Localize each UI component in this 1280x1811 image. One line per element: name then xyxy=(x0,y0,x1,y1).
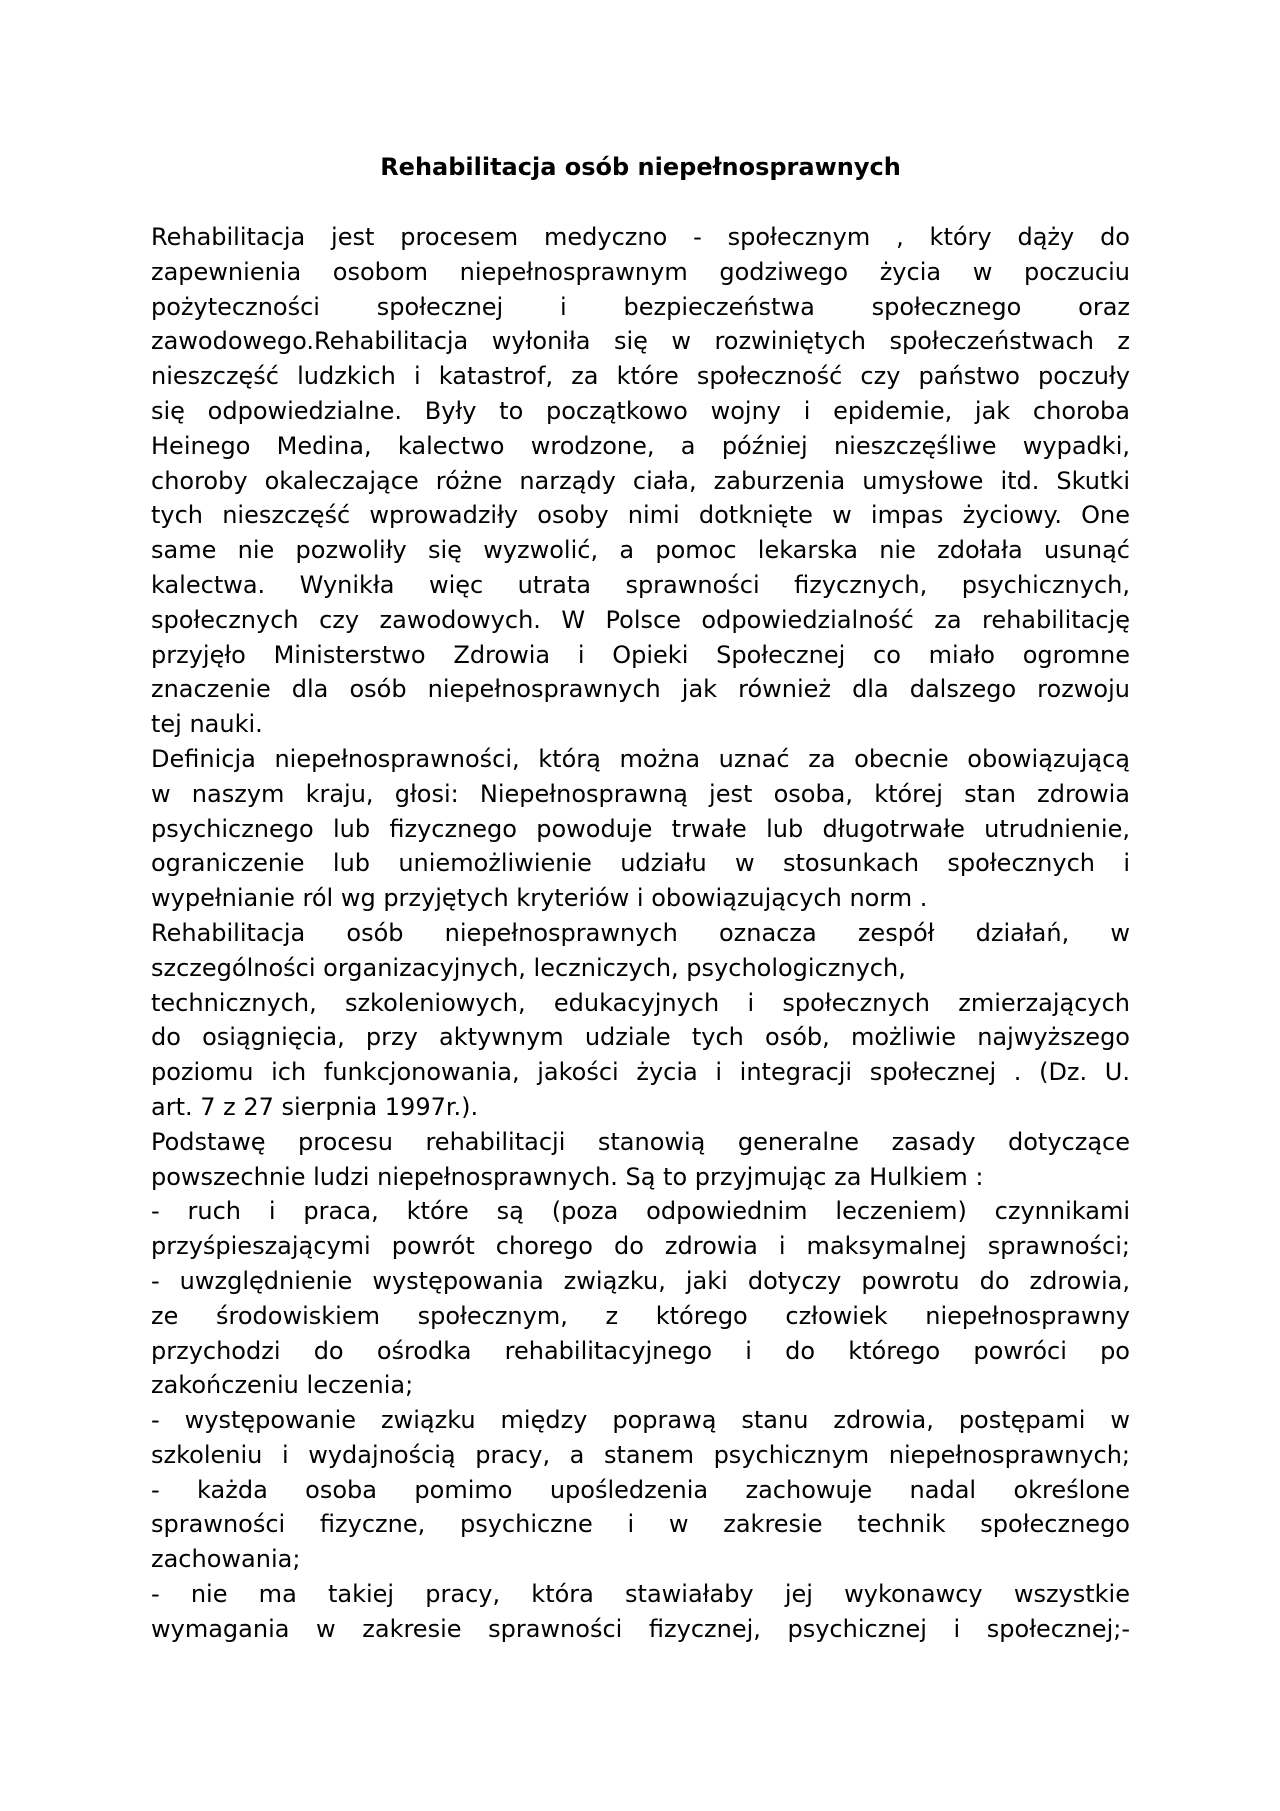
body-text-line: - uwzględnienie występowania związku, jaki dotyczy powrotu do zdrowia, xyxy=(151,1266,1130,1295)
body-text-line: zachowania; xyxy=(151,1545,301,1574)
body-text-line: szkoleniu i wydajnością pracy, a stanem psychicznym niepełnosprawnych; xyxy=(151,1440,1130,1469)
body-text-line: powszechnie ludzi niepełnosprawnych. Są to przyjmując za Hulkiem : xyxy=(151,1162,984,1191)
body-text-line: choroby okaleczające różne narządy ciała, zaburzenia umysłowe itd. Skutki xyxy=(151,466,1130,495)
body-text-line: - każda osoba pomimo upośledzenia zachowuje nadal określone xyxy=(151,1475,1130,1504)
body-text-line: nieszczęść ludzkich i katastrof, za które społeczność czy państwo poczuły xyxy=(151,362,1130,391)
body-text-line: w naszym kraju, głosi: Niepełnosprawną jest osoba, której stan zdrowia xyxy=(151,779,1130,808)
body-text-line: sprawności fizyczne, psychiczne i w zakresie technik społecznego xyxy=(151,1510,1130,1539)
body-text-line: poziomu ich funkcjonowania, jakości życia i integracji społecznej . (Dz. U. xyxy=(151,1058,1130,1087)
body-text-line: wypełnianie ról wg przyjętych kryteriów i obowiązujących norm . xyxy=(151,884,928,913)
body-text-line: kalectwa. Wynikła więc utrata sprawności fizycznych, psychicznych, xyxy=(151,570,1130,599)
body-text-line: szczególności organizacyjnych, leczniczych, psychologicznych, xyxy=(151,953,906,982)
body-text-line: - ruch i praca, które są (poza odpowiednim leczeniem) czynnikami xyxy=(151,1197,1130,1226)
body-text-line: Podstawę procesu rehabilitacji stanowią generalne zasady dotyczące xyxy=(151,1127,1130,1156)
body-text-line: Rehabilitacja jest procesem medyczno - społecznym , który dąży do xyxy=(151,223,1130,251)
body-text-line: zawodowego.Rehabilitacja wyłoniła się w rozwiniętych społeczeństwach z xyxy=(151,327,1130,356)
body-text-line: tej nauki. xyxy=(151,710,263,739)
body-text-line: technicznych, szkoleniowych, edukacyjnych i społecznych zmierzających xyxy=(151,988,1130,1017)
body-text-line: Definicja niepełnosprawności, którą można uznać za obecnie obowiązującą xyxy=(151,744,1130,773)
body-text-line: społecznych czy zawodowych. W Polsce odpowiedzialność za rehabilitację xyxy=(151,605,1130,634)
body-text-line: tych nieszczęść wprowadziły osoby nimi dotknięte w impas życiowy. One xyxy=(151,501,1130,530)
body-text-line: przyśpieszającymi powrót chorego do zdrowia i maksymalnej sprawności; xyxy=(151,1232,1130,1261)
body-text-line: psychicznego lub fizycznego powoduje trwałe lub długotrwałe utrudnienie, xyxy=(151,814,1130,843)
body-text-line: ze środowiskiem społecznym, z którego człowiek niepełnosprawny xyxy=(151,1301,1130,1330)
body-text-line: same nie pozwoliły się wyzwolić, a pomoc lekarska nie zdołała usunąć xyxy=(151,536,1130,565)
document-body xyxy=(151,220,1130,1647)
body-text-line: Rehabilitacja osób niepełnosprawnych oznacza zespół działań, w xyxy=(151,918,1130,947)
body-text-line: zakończeniu leczenia; xyxy=(151,1371,414,1400)
body-text-line: ograniczenie lub uniemożliwienie udziału w stosunkach społecznych i xyxy=(151,849,1130,878)
body-text-line: przychodzi do ośrodka rehabilitacyjnego i do którego powróci po xyxy=(151,1336,1130,1365)
body-text-line: - występowanie związku między poprawą stanu zdrowia, postępami w xyxy=(151,1406,1130,1435)
body-text-line: się odpowiedzialne. Były to początkowo wojny i epidemie, jak choroba xyxy=(151,396,1130,425)
body-text-line: przyjęło Ministerstwo Zdrowia i Opieki Społecznej co miało ogromne xyxy=(151,640,1130,669)
body-text-line: znaczenie dla osób niepełnosprawnych jak również dla dalszego rozwoju xyxy=(151,675,1130,704)
body-text-line: wymagania w zakresie sprawności fizycznej, psychicznej i społecznej;- xyxy=(151,1614,1130,1643)
body-text-line: - nie ma takiej pracy, która stawiałaby jej wykonawcy wszystkie xyxy=(151,1580,1130,1609)
body-text-line: pożyteczności społecznej i bezpieczeństwa społecznego oraz xyxy=(151,292,1130,321)
document-title: Rehabilitacja osób niepełnosprawnych xyxy=(380,153,901,181)
body-text-line: do osiągnięcia, przy aktywnym udziale tych osób, możliwie najwyższego xyxy=(151,1023,1130,1052)
body-text-line: art. 7 z 27 sierpnia 1997r.). xyxy=(151,1092,479,1121)
body-text-line: zapewnienia osobom niepełnosprawnym godziwego życia w poczuciu xyxy=(151,257,1130,286)
body-text-line: Heinego Medina, kalectwo wrodzone, a później nieszczęśliwe wypadki, xyxy=(151,431,1130,460)
